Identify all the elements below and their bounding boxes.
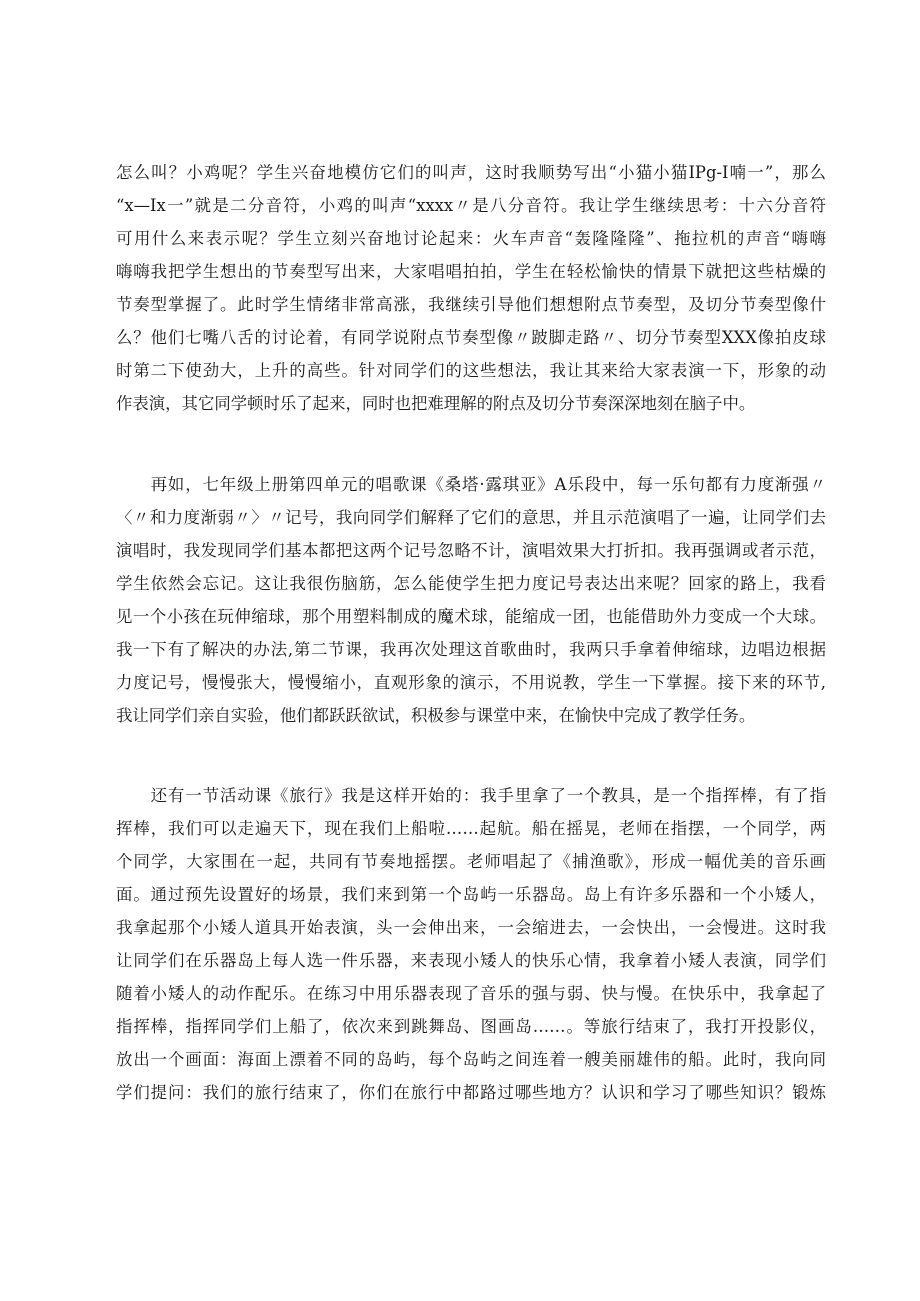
- text-line: 时第二下使劲大，上升的高些。针对同学们的这些想法，我让其来给大家表演一下，形象的动: [116, 361, 826, 380]
- text-line: 放出一个画面：海面上漂着不同的岛屿，每个岛屿之间连着一艘美丽雄伟的船。此时，我向同: [116, 1050, 826, 1069]
- text-line: 个同学，大家围在一起，共同有节奏地摇摆。老师唱起了《捕渔歌》，形成一幅优美的音乐画: [116, 852, 826, 871]
- text-line: 〈〃和力度渐弱〃〉〃记号，我向同学们解释了它们的意思，并且示范演唱了一遍，让同学们去: [116, 508, 826, 527]
- text-line: 嗨嗨我把学生想出的节奏型写出来，大家唱唱拍拍，学生在轻松愉快的情景下就把这些枯燥的: [116, 262, 826, 281]
- text-line: 指挥棒，指挥同学们上船了，依次来到跳舞岛、图画岛……。等旅行结束了，我打开投影仪，: [116, 1017, 826, 1036]
- text-line: 面。通过预先设置好的场景，我们来到第一个岛屿一乐器岛。岛上有许多乐器和一个小矮人，: [116, 885, 826, 904]
- text-line: 么？他们七嘴八舌的讨论着，有同学说附点节奏型像〃跛脚走路〃、切分节奏型XXX像拍皮球: [116, 328, 826, 347]
- text-line: “x—Ix一”就是二分音符，小鸡的叫声“xxxx〃是八分音符。我让学生继续思考：十六分音符: [116, 196, 826, 215]
- text-line: 随着小矮人的动作配乐。在练习中用乐器表现了音乐的强与弱、快与慢。在快乐中，我拿起了: [116, 984, 826, 1003]
- text-line: 再如，七年级上册第四单元的唱歌课《桑塔·露琪亚》A乐段中，每一乐句都有力度渐强〃: [116, 475, 826, 494]
- text-line: 怎么叫？小鸡呢？学生兴奋地模仿它们的叫声，这时我顺势写出“小猫小猫IPg-I喃一”，那么: [116, 163, 826, 182]
- text-line: 节奏型掌握了。此时学生情绪非常高涨，我继续引导他们想想附点节奏型，及切分节奏型像什: [116, 295, 826, 314]
- paragraph-1: [116, 156, 826, 420]
- text-line: 演唱时，我发现同学们基本都把这两个记号忽略不计，演唱效果大打折扣。我再强调或者示范，: [116, 541, 826, 560]
- text-line: 学们提问：我们的旅行结束了，你们在旅行中都路过哪些地方？认识和学习了哪些知识？锻炼: [116, 1083, 826, 1102]
- text-line: 力度记号，慢慢张大，慢慢缩小，直观形象的演示，不用说教，学生一下掌握。接下来的环节,: [116, 673, 826, 692]
- paragraph-2: [116, 468, 826, 732]
- paragraph-3: [116, 779, 826, 1109]
- text-line: 还有一节活动课《旅行》我是这样开始的：我手里拿了一个教具，是一个指挥棒，有了指: [116, 786, 826, 805]
- text-line: 见一个小孩在玩伸缩球，那个用塑料制成的魔术球，能缩成一团，也能借助外力变成一个大球。: [116, 607, 826, 626]
- text-line: 让同学们在乐器岛上每人选一件乐器，来表现小矮人的快乐心情，我拿着小矮人表演，同学们: [116, 951, 826, 970]
- text-line: 挥棒，我们可以走遍天下，现在我们上船啦……起航。船在摇晃，老师在指摆，一个同学，两: [116, 819, 826, 838]
- text-line: 我拿起那个小矮人道具开始表演，头一会伸出来，一会缩进去，一会快出，一会慢进。这时我: [116, 918, 826, 937]
- text-line: 学生依然会忘记。这让我很伤脑筋，怎么能使学生把力度记号表达出来呢？回家的路上，我看: [116, 574, 826, 593]
- text-line: 作表演，其它同学顿时乐了起来，同时也把难理解的附点及切分节奏深深地刻在脑子中。: [116, 394, 756, 413]
- text-line: 可用什么来表示呢？学生立刻兴奋地讨论起来：火车声音“轰隆隆隆”、拖拉机的声音“嗨嗨: [116, 229, 826, 248]
- text-line: 我让同学们亲自实验，他们都跃跃欲试，积极参与课堂中来，在愉快中完成了教学任务。: [116, 706, 756, 725]
- text-line: 我一下有了解决的办法,第二节课，我再次处理这首歌曲时，我两只手拿着伸缩球，边唱边根据: [116, 640, 826, 659]
